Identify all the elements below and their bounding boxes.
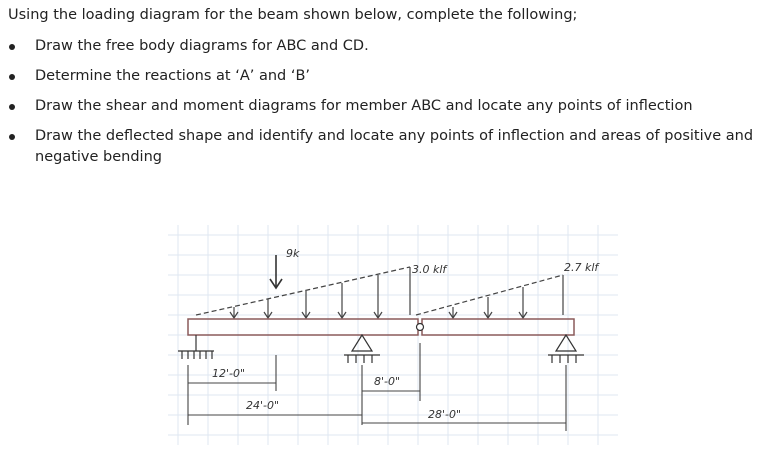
dim-span-1: 24'-0" <box>246 399 280 412</box>
dim-span-2: 28'-0" <box>428 408 462 421</box>
support-b <box>344 335 380 363</box>
dim-overhang: 8'-0" <box>374 375 401 388</box>
task-list <box>0 36 769 177</box>
dim-point-load: 12'-0" <box>212 367 246 380</box>
hinge-c <box>417 324 424 331</box>
intro-text: Using the loading diagram for the beam shown below, complete the following; <box>8 7 578 23</box>
support-d <box>548 335 584 363</box>
beam-abc <box>188 319 418 335</box>
beam-sketch <box>168 225 618 445</box>
beam-cd <box>422 319 574 335</box>
point-load-label: 9k <box>286 247 300 260</box>
point-load-arrow <box>270 255 282 288</box>
beam-loading-diagram <box>168 225 618 445</box>
distributed-load-2 <box>416 275 563 318</box>
load-peak-2-label: 2.7 klf <box>564 261 599 274</box>
load-peak-1-label: 3.0 klf <box>412 263 447 276</box>
task-item: Draw the deflected shape and identify and locate any points of inflection and areas of positive and negative bending <box>0 126 769 168</box>
task-item: Draw the shear and moment diagrams for member ABC and locate any points of inflection <box>0 96 769 117</box>
task-item: Draw the free body diagrams for ABC and CD. <box>0 36 769 57</box>
task-item: Determine the reactions at ‘A’ and ‘B’ <box>0 66 769 87</box>
